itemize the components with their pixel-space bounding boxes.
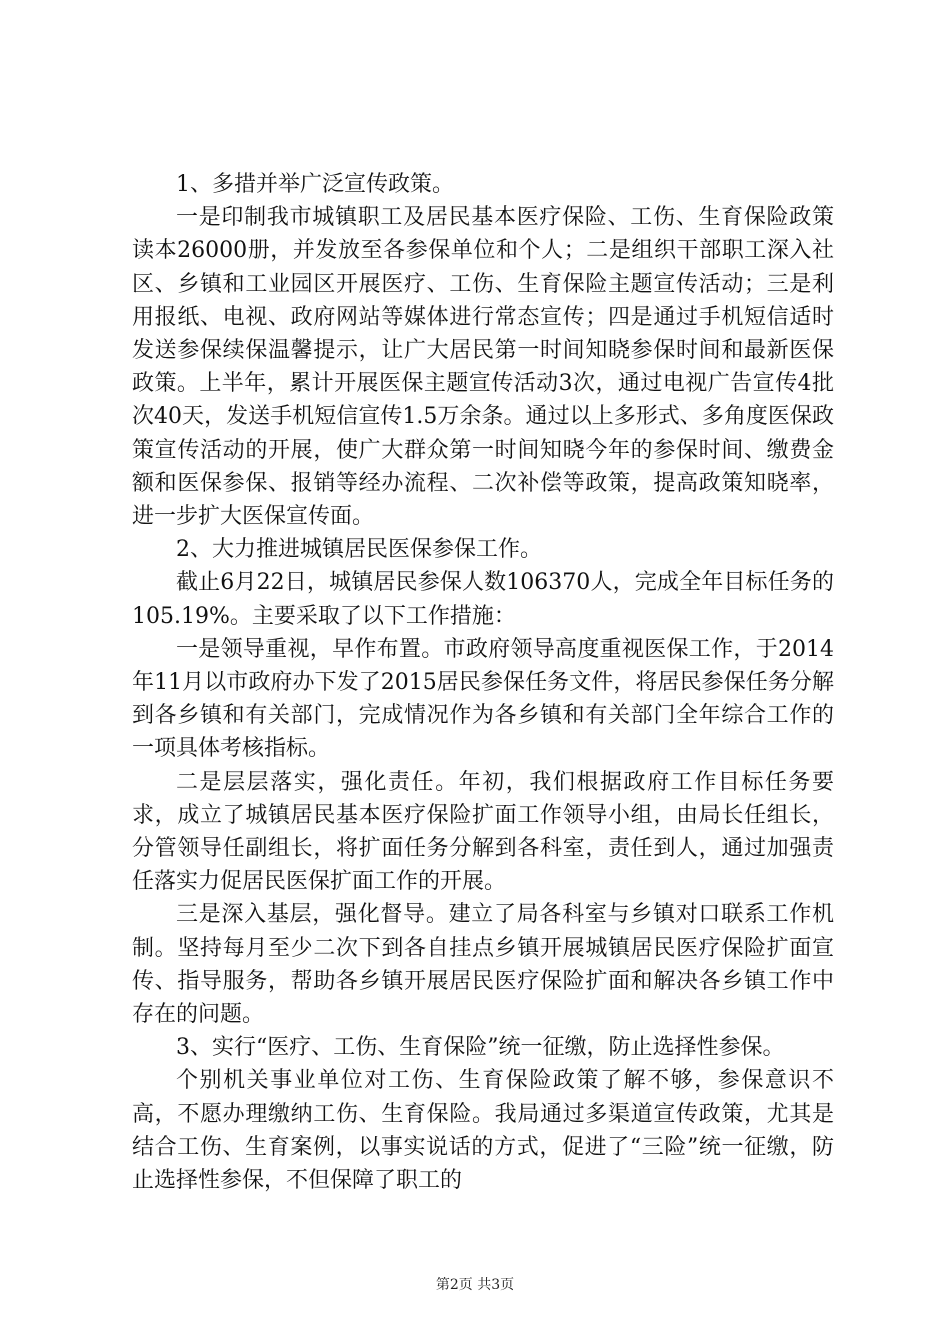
- heading-publicity: 1、多措并举广泛宣传政策。: [176, 172, 454, 197]
- paragraph-unified-collection: 个别机关事业单位对工伤、生育保险政策了解不够，参保意识不高，不愿办理缴纳工伤、生育保险。我局通过多渠道宣传政策，尤其是结合工伤、生育案例，以事实说话的方式，促进了“三险”统一征缴，防止选择性参保，不但保障了职工的: [132, 1068, 834, 1194]
- paragraph-leadership: 一是领导重视，早作布置。市政府领导高度重视医保工作，于2014年11月以市政府办下发了2015居民参保任务文件，将居民参保任务分解到各乡镇和有关部门，完成情况作为各乡镇和有关部门全年综合工作的一项具体考核指标。: [132, 636, 834, 762]
- paragraph-enrollment-stats: 截止6月22日，城镇居民参保人数106370人，完成全年目标任务的105.19%。主要采取了以下工作措施：: [132, 570, 834, 629]
- document-body: [132, 168, 834, 1197]
- paragraph-publicity-measures: 一是印制我市城镇职工及居民基本医疗保险、工伤、生育保险政策读本26000册，并发放至各参保单位和个人；二是组织干部职工深入社区、乡镇和工业园区开展医疗、工伤、生育保险主题宣传活动；三是利用报纸、电视、政府网站等媒体进行常态宣传；四是通过手机短信适时发送参保续保温馨提示，让广大居民第一时间知晓参保时间和最新医保政策。上半年，累计开展医保主题宣传活动3次，通过电视广告宣传4批次40天，发送手机短信宣传1.5万余条。通过以上多形式、多角度医保政策宣传活动的开展，使广大群众第一时间知晓今年的参保时间、缴费金额和医保参保、报销等经办流程、二次补偿等政策，提高政策知晓率，进一步扩大医保宣传面。: [132, 205, 834, 530]
- heading-enrollment: 2、大力推进城镇居民医保参保工作。: [176, 537, 542, 563]
- page-number-footer: 第2页 共3页: [435, 1277, 515, 1293]
- heading-unified-collection: 3、实行“医疗、工伤、生育保险”统一征缴，防止选择性参保。: [176, 1035, 785, 1061]
- paragraph-supervision: 三是深入基层，强化督导。建立了局各科室与乡镇对口联系工作机制。坚持每月至少二次下到各自挂点乡镇开展城镇居民医疗保险扩面宣传、指导服务，帮助各乡镇开展居民医疗保险扩面和解决各乡镇工作中存在的问题。: [132, 902, 834, 1028]
- paragraph-responsibility: 二是层层落实，强化责任。年初，我们根据政府工作目标任务要求，成立了城镇居民基本医疗保险扩面工作领导小组，由局长任组长，分管领导任副组长，将扩面任务分解到各科室，责任到人，通过加强责任落实力促居民医保扩面工作的开展。: [132, 769, 834, 895]
